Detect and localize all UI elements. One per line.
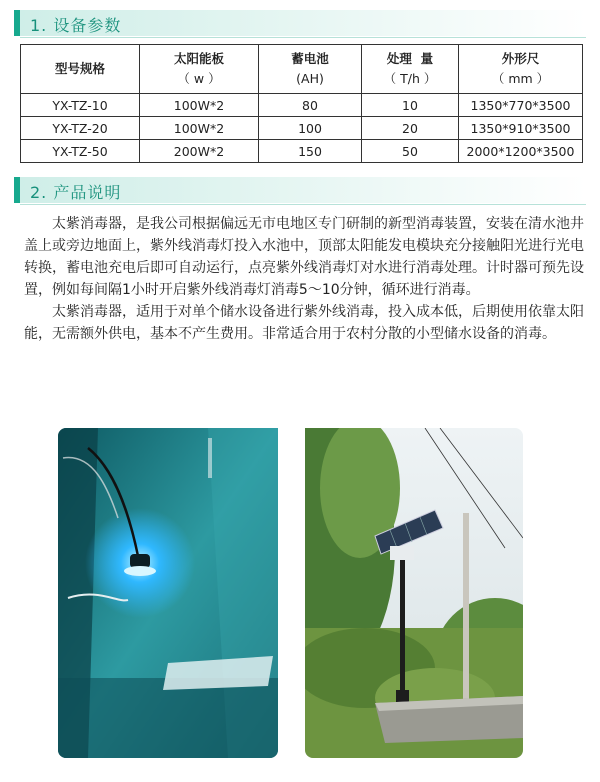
divider: [20, 204, 586, 205]
description-paragraph: 太紫消毒器，适用于对单个储水设备进行紫外线消毒，投入成本低，后期使用依靠太阳能，无需额外供电，基本不产生费用。非常适合用于农村分散的小型储水设备的消毒。: [24, 304, 584, 342]
section-header-description: [14, 177, 586, 203]
params-table: [20, 44, 583, 163]
cell: 2000*1200*3500: [459, 140, 583, 163]
solar-disinfector-photo: [305, 428, 523, 758]
cell: 80: [259, 94, 362, 117]
column-header: 太阳能板 （ w ）: [140, 45, 259, 94]
cell: 150: [259, 140, 362, 163]
uv-lamp-in-tank-photo: [58, 428, 278, 758]
divider: [20, 37, 586, 38]
cell: 1350*910*3500: [459, 117, 583, 140]
table-header-row: [21, 45, 583, 94]
cell: YX-TZ-10: [21, 94, 140, 117]
section-title: 2. 产品说明: [30, 183, 122, 202]
column-header: 外形尺 （ mm ）: [459, 45, 583, 94]
cell: YX-TZ-50: [21, 140, 140, 163]
product-description: [24, 213, 584, 345]
cell: YX-TZ-20: [21, 117, 140, 140]
cell: 100W*2: [140, 117, 259, 140]
table-row: [21, 117, 583, 140]
cell: 10: [362, 94, 459, 117]
cell: 100: [259, 117, 362, 140]
cell: 1350*770*3500: [459, 94, 583, 117]
column-header: 型号规格: [21, 45, 140, 94]
description-paragraph: 太紫消毒器，是我公司根据偏远无市电地区专门研制的新型消毒装置，安装在清水池井盖上或旁边地面上，紫外线消毒灯投入水池中，顶部太阳能发电模块充分接触阳光进行光电转换，蓄电池充电后即可自动运行，点亮紫外线消毒灯对水进行消毒处理。计时器可预先设置，例如每间隔1小时开启紫外线消毒灯消毒5～10分钟，循环进行消毒。: [24, 216, 584, 298]
column-header: 处理 量 （ T/h ）: [362, 45, 459, 94]
cell: 50: [362, 140, 459, 163]
section-header-params: [14, 10, 586, 36]
table-row: [21, 94, 583, 117]
cell: 20: [362, 117, 459, 140]
section-title: 1. 设备参数: [30, 16, 122, 35]
table-row: [21, 140, 583, 163]
column-header: 蓄电池 (AH): [259, 45, 362, 94]
cell: 200W*2: [140, 140, 259, 163]
cell: 100W*2: [140, 94, 259, 117]
